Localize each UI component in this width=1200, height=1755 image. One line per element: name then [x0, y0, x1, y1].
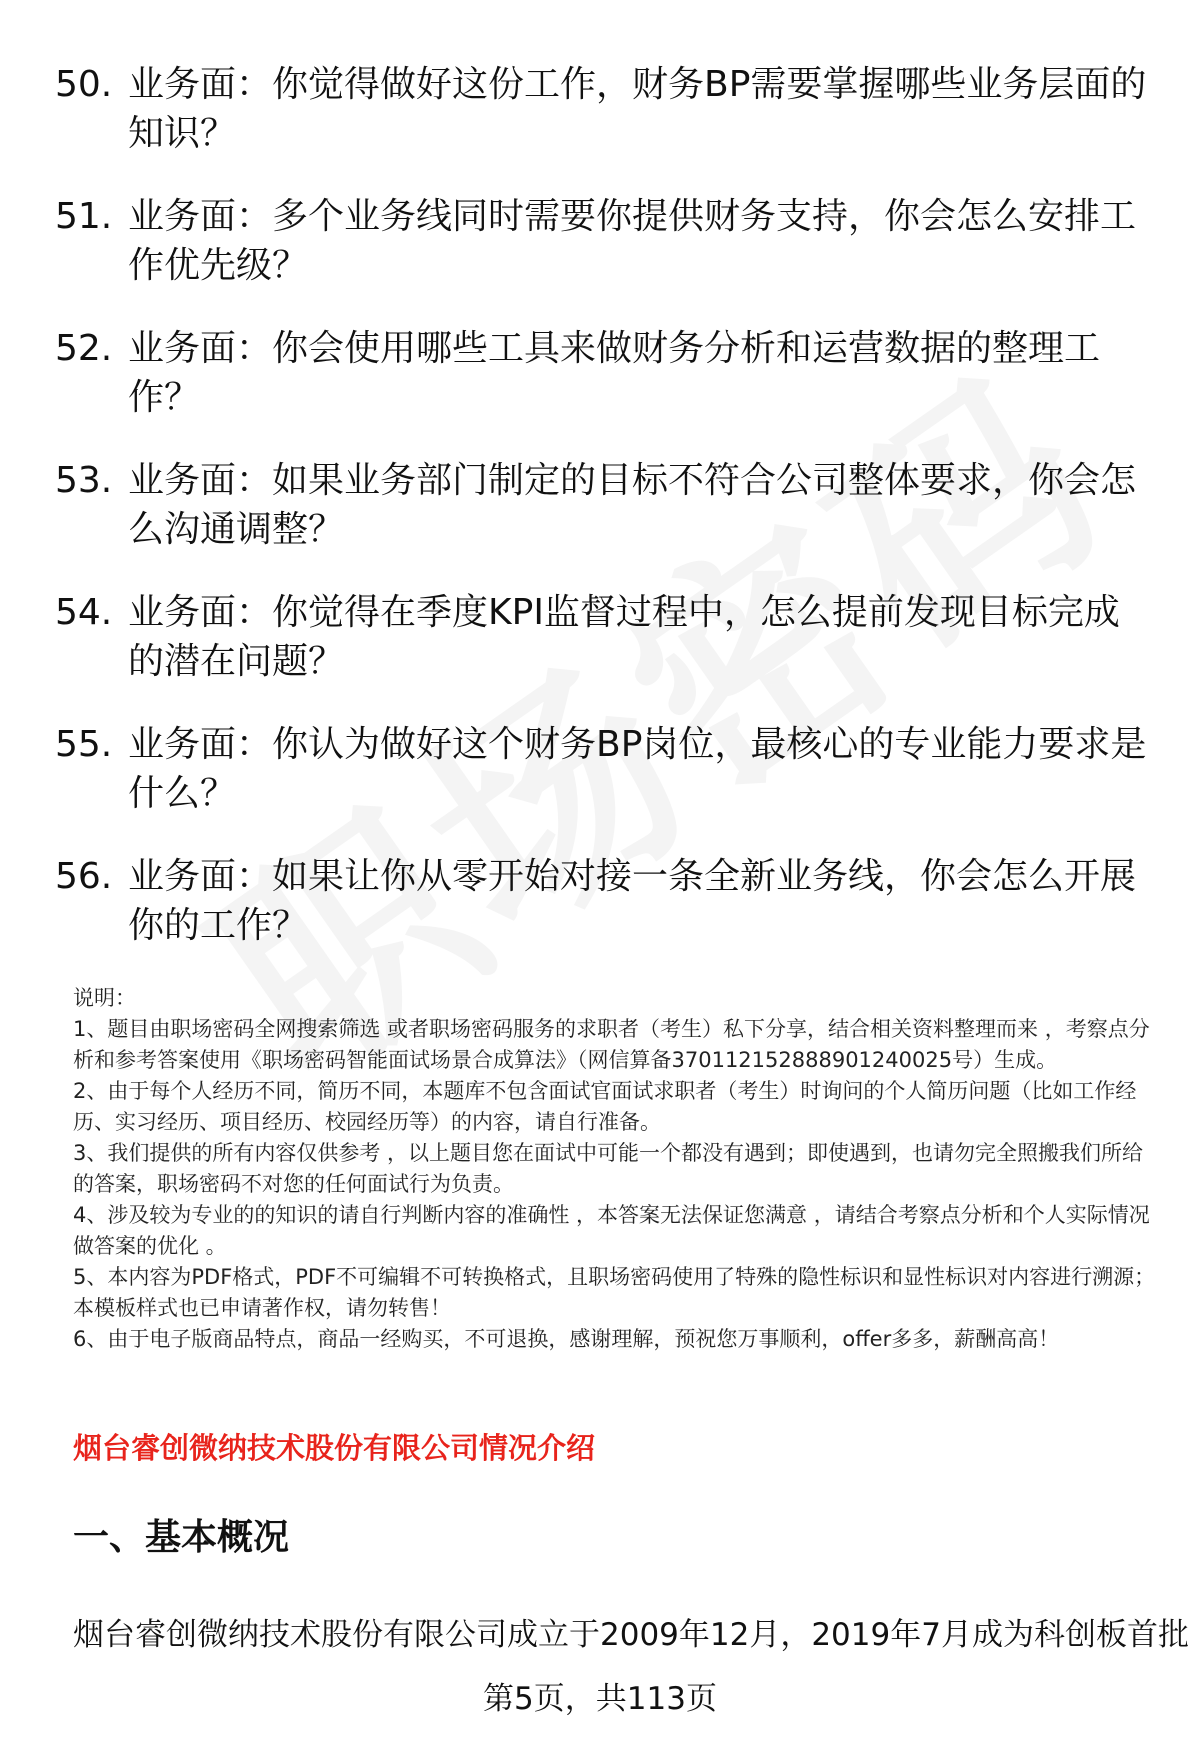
- question-number: 54.: [55, 592, 113, 633]
- question-item: [55, 720, 1155, 852]
- section-heading: 一、基本概况: [73, 1517, 290, 1558]
- question-item: [55, 852, 1155, 984]
- question-item: [55, 60, 1155, 192]
- question-text: 业务面：你觉得在季度KPI监督过程中，怎么提前发现目标完成的潜在问题？: [128, 592, 1120, 682]
- note-item: 6、由于电子版商品特点，商品一经购买，不可退换，感谢理解，预祝您万事顺利，offer多多，薪酬高高！: [73, 1327, 1060, 1351]
- question-text: 业务面：如果业务部门制定的目标不符合公司整体要求，你会怎么沟通调整？: [128, 460, 1137, 550]
- question-item: [55, 324, 1155, 456]
- question-number: 55.: [55, 724, 113, 765]
- question-number: 52.: [55, 328, 113, 369]
- question-text: 业务面：你认为做好这个财务BP岗位，最核心的专业能力要求是什么？: [128, 724, 1147, 814]
- question-item: [55, 192, 1155, 324]
- notes-section: [73, 983, 1158, 1355]
- question-text: 业务面：你会使用哪些工具来做财务分析和运营数据的整理工作？: [128, 328, 1101, 418]
- question-item: [55, 456, 1155, 588]
- note-item: 5、本内容为PDF格式，PDF不可编辑不可转换格式，且职场密码使用了特殊的隐性标识和显性标识对内容进行溯源；本模板样式也已申请著作权，请勿转售！: [73, 1265, 1156, 1320]
- note-item: 4、涉及较为专业的的知识的请自行判断内容的准确性 ，本答案无法保证您满意 ，请结合考察点分析和个人实际情况做答案的优化 。: [73, 1203, 1150, 1258]
- company-title: 烟台睿创微纳技术股份有限公司情况介绍: [73, 1431, 596, 1465]
- question-text: 业务面：你觉得做好这份工作，财务BP需要掌握哪些业务层面的知识？: [128, 64, 1147, 154]
- question-text: 业务面：多个业务线同时需要你提供财务支持，你会怎么安排工作优先级？: [128, 196, 1137, 286]
- question-number: 50.: [55, 64, 113, 105]
- question-list: [55, 60, 1155, 984]
- note-item: 3、我们提供的所有内容仅供参考 ，以上题目您在面试中可能一个都没有遇到；即使遇到，也请勿完全照搬我们所给的答案，职场密码不对您的任何面试行为负责。: [73, 1141, 1144, 1196]
- note-item: 1、题目由职场密码全网搜索筛选 或者职场密码服务的求职者（考生）私下分享，结合相关资料整理而来 ，考察点分析和参考答案使用《职场密码智能面试场景合成算法》（网信算备370112152888901240025号）生成。: [73, 1017, 1150, 1072]
- note-item: 2、由于每个人经历不同，简历不同，本题库不包含面试官面试求职者（考生）时询问的个人简历问题（比如工作经历、实习经历、项目经历、校园经历等）的内容，请自行准备。: [73, 1079, 1137, 1134]
- question-number: 51.: [55, 196, 113, 237]
- notes-heading: 说明：: [73, 986, 136, 1010]
- page-number: 第5页，共113页: [483, 1681, 717, 1717]
- question-text: 业务面：如果让你从零开始对接一条全新业务线，你会怎么开展你的工作？: [128, 856, 1137, 946]
- question-item: [55, 588, 1155, 720]
- body-paragraph: 烟台睿创微纳技术股份有限公司成立于2009年12月，2019年7月成为科创板首批: [73, 1617, 1189, 1653]
- question-number: 53.: [55, 460, 113, 501]
- question-number: 56.: [55, 856, 113, 897]
